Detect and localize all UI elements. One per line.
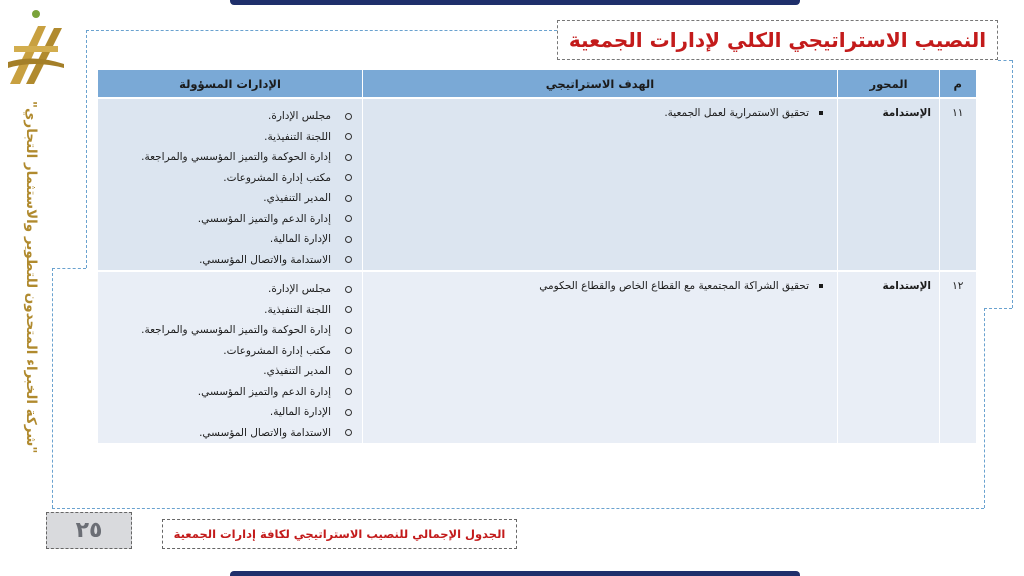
bottom-accent-bar bbox=[230, 571, 800, 576]
list-item bbox=[98, 361, 352, 382]
slide-title-box bbox=[557, 20, 998, 60]
table-caption-box bbox=[162, 519, 517, 549]
dept-label: مجلس الإدارة. bbox=[267, 110, 331, 122]
frame-line bbox=[1012, 60, 1013, 308]
table-row bbox=[98, 98, 976, 271]
dept-list bbox=[98, 106, 352, 270]
dept-label: اللجنة التنفيذية. bbox=[264, 303, 331, 316]
circle-bullet-icon bbox=[345, 113, 352, 120]
circle-bullet-icon bbox=[345, 256, 352, 263]
dept-label: مكتب إدارة المشروعات. bbox=[223, 344, 331, 357]
goal-text: تحقيق الشراكة المجتمعية مع القطاع الخاص والقطاع الحكومي bbox=[539, 280, 809, 292]
row-depts bbox=[98, 98, 363, 271]
dept-label: الإدارة المالية. bbox=[269, 233, 331, 245]
list-item bbox=[98, 106, 352, 127]
dept-label: المدير التنفيذي. bbox=[263, 365, 331, 377]
square-bullet-icon bbox=[819, 284, 823, 288]
row-goal bbox=[363, 271, 838, 443]
page-number-box bbox=[46, 512, 132, 549]
frame-line bbox=[86, 30, 87, 268]
dept-label: الاستدامة والاتصال المؤسسي. bbox=[199, 253, 331, 266]
table-row bbox=[98, 271, 976, 443]
list-item bbox=[98, 300, 352, 321]
dept-list bbox=[98, 279, 352, 443]
row-depts bbox=[98, 271, 363, 443]
circle-bullet-icon bbox=[345, 368, 352, 375]
company-logo bbox=[4, 6, 68, 90]
circle-bullet-icon bbox=[345, 327, 352, 334]
list-item bbox=[98, 127, 352, 148]
header-num: م bbox=[940, 70, 976, 98]
list-item bbox=[98, 341, 352, 362]
goal-text: تحقيق الاستمرارية لعمل الجمعية. bbox=[664, 107, 809, 119]
list-item bbox=[98, 188, 352, 209]
slide-title: النصيب الاستراتيجي الكلي لإدارات الجمعية bbox=[568, 28, 987, 52]
dept-label: اللجنة التنفيذية. bbox=[264, 130, 331, 143]
circle-bullet-icon bbox=[345, 236, 352, 243]
frame-line bbox=[984, 308, 1012, 309]
table-caption: الجدول الإجمالي للنصيب الاستراتيجي لكافة إدارات الجمعية bbox=[173, 527, 506, 541]
square-bullet-icon bbox=[819, 111, 823, 115]
circle-bullet-icon bbox=[345, 306, 352, 313]
company-name-vertical: "شركة الخبراء المتحدون للتطوير والاستثمار التجاري" bbox=[23, 100, 39, 454]
list-item bbox=[98, 279, 352, 300]
dept-label: إدارة الدعم والتميز المؤسسي. bbox=[197, 385, 331, 398]
list-item bbox=[98, 423, 352, 444]
circle-bullet-icon bbox=[345, 409, 352, 416]
circle-bullet-icon bbox=[345, 347, 352, 354]
dept-label: إدارة الحوكمة والتميز المؤسسي والمراجعة. bbox=[141, 324, 331, 336]
table-header-row bbox=[98, 70, 976, 98]
list-item bbox=[98, 402, 352, 423]
header-goal: الهدف الاستراتيجي bbox=[363, 70, 838, 98]
frame-line bbox=[86, 30, 557, 31]
row-axis: الإستدامة bbox=[838, 98, 940, 271]
list-item bbox=[98, 229, 352, 250]
circle-bullet-icon bbox=[345, 215, 352, 222]
circle-bullet-icon bbox=[345, 174, 352, 181]
list-item bbox=[98, 320, 352, 341]
frame-line bbox=[52, 508, 984, 509]
frame-line bbox=[52, 268, 86, 269]
row-num: ١١ bbox=[940, 98, 976, 271]
list-item bbox=[98, 209, 352, 230]
dept-label: إدارة الحوكمة والتميز المؤسسي والمراجعة. bbox=[141, 151, 331, 163]
dept-label: الإدارة المالية. bbox=[269, 406, 331, 418]
row-goal bbox=[363, 98, 838, 271]
dept-label: مجلس الإدارة. bbox=[267, 283, 331, 295]
row-axis: الإستدامة bbox=[838, 271, 940, 443]
list-item bbox=[98, 147, 352, 168]
circle-bullet-icon bbox=[345, 429, 352, 436]
strategic-share-table bbox=[97, 70, 976, 443]
dept-label: إدارة الدعم والتميز المؤسسي. bbox=[197, 212, 331, 225]
circle-bullet-icon bbox=[345, 388, 352, 395]
page-number: ٢٥ bbox=[75, 518, 103, 543]
circle-bullet-icon bbox=[345, 286, 352, 293]
frame-line bbox=[52, 268, 53, 508]
dept-label: الاستدامة والاتصال المؤسسي. bbox=[199, 426, 331, 439]
frame-line bbox=[998, 60, 1012, 61]
row-num: ١٢ bbox=[940, 271, 976, 443]
frame-line bbox=[984, 308, 985, 508]
dept-label: المدير التنفيذي. bbox=[263, 192, 331, 204]
circle-bullet-icon bbox=[345, 133, 352, 140]
top-accent-bar bbox=[230, 0, 800, 5]
list-item bbox=[98, 382, 352, 403]
dept-label: مكتب إدارة المشروعات. bbox=[223, 171, 331, 184]
list-item bbox=[98, 250, 352, 271]
circle-bullet-icon bbox=[345, 195, 352, 202]
header-depts: الإدارات المسؤولة bbox=[98, 70, 363, 98]
list-item bbox=[98, 168, 352, 189]
header-axis: المحور bbox=[838, 70, 940, 98]
circle-bullet-icon bbox=[345, 154, 352, 161]
